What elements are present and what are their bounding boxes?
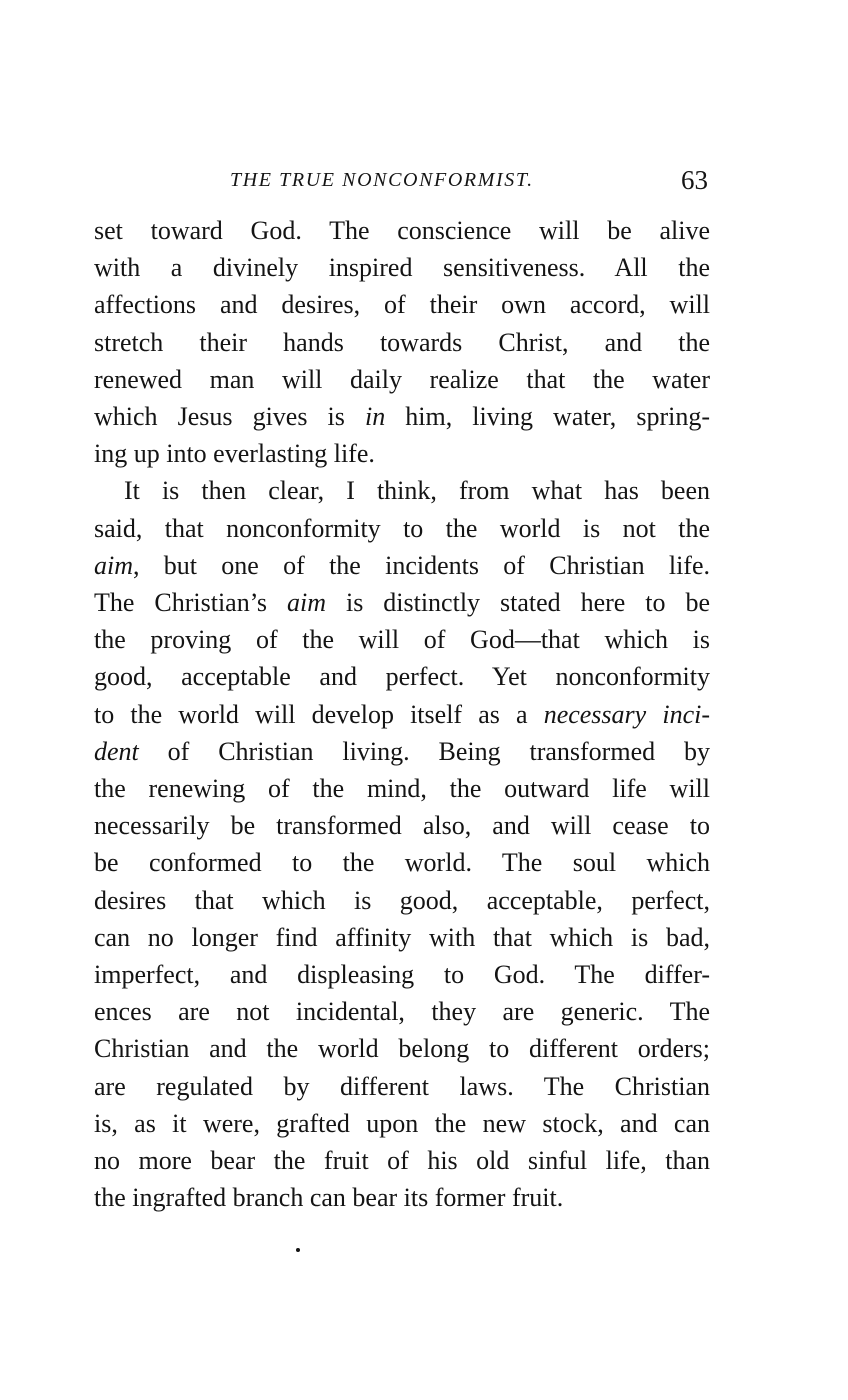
text-line xyxy=(94,398,710,435)
text-line xyxy=(94,621,710,658)
text-line xyxy=(94,361,710,398)
text-line xyxy=(94,510,710,547)
paragraph xyxy=(94,212,710,472)
text-run: said, that nonconformity to the world is not the xyxy=(94,513,710,543)
text-line xyxy=(94,435,710,472)
text-run: affections and desires, of their own accord, will xyxy=(94,290,710,320)
text-run: which Jesus gives is xyxy=(94,402,365,432)
text-line xyxy=(94,547,710,584)
text-run: can no longer find affinity with that which is bad, xyxy=(94,922,710,952)
italic-text: aim xyxy=(287,588,327,618)
text-line xyxy=(94,919,710,956)
text-run: be conformed to the world. The soul which xyxy=(94,848,710,878)
text-line xyxy=(94,1142,710,1179)
text-run: , but one of the incidents of Christian life. xyxy=(133,550,710,580)
text-run: the renewing of the mind, the outward life will xyxy=(94,774,710,804)
text-run: to the world will develop itself as a xyxy=(94,699,544,729)
text-line xyxy=(94,993,710,1030)
text-run: the proving of the will of God—that which is xyxy=(94,625,710,655)
text-run: ing up into everlasting life. xyxy=(94,439,375,469)
text-line xyxy=(94,733,710,770)
text-line xyxy=(94,1179,710,1216)
text-line xyxy=(94,249,710,286)
text-run: Christian and the world belong to different orders; xyxy=(94,1034,710,1064)
text-run: The Christian’s xyxy=(94,588,288,618)
stray-ink-dot xyxy=(296,1248,300,1252)
text-line xyxy=(94,882,710,919)
text-run: It is then clear, I think, from what has been xyxy=(124,476,710,506)
italic-text: necessary inci- xyxy=(543,699,710,729)
text-run: imperfect, and displeasing to God. The differ- xyxy=(94,960,710,990)
text-run: stretch their hands towards Christ, and the xyxy=(94,327,710,357)
text-line xyxy=(94,1105,710,1142)
text-run: ences are not incidental, they are generic. The xyxy=(94,997,710,1027)
text-line xyxy=(94,286,710,323)
paragraph xyxy=(94,472,710,1216)
page-number: 63 xyxy=(681,165,708,195)
italic-text: in xyxy=(364,402,386,432)
italic-text: aim xyxy=(94,550,133,580)
text-line xyxy=(94,324,710,361)
text-line xyxy=(94,212,710,249)
text-run: good, acceptable and perfect. Yet nonconformity xyxy=(94,662,710,692)
text-line xyxy=(94,584,710,621)
text-run: desires that which is good, acceptable, perfect, xyxy=(94,885,710,915)
text-line xyxy=(94,807,710,844)
text-run: set toward God. The conscience will be alive xyxy=(94,216,710,245)
text-line xyxy=(94,1068,710,1105)
text-run: him, living water, spring- xyxy=(385,402,710,432)
running-title: THE TRUE NONCONFORMIST. xyxy=(230,169,534,191)
text-line xyxy=(94,658,710,695)
text-line xyxy=(94,844,710,881)
text-run: necessarily be transformed also, and will cease to xyxy=(94,811,710,841)
italic-text: dent xyxy=(94,736,139,766)
text-run: are regulated by different laws. The Christian xyxy=(94,1071,710,1101)
text-run: renewed man will daily realize that the water xyxy=(94,364,710,394)
text-line xyxy=(94,696,710,733)
text-run: the ingrafted branch can bear its former fruit. xyxy=(94,1183,564,1213)
text-run: with a divinely inspired sensitiveness. All the xyxy=(94,253,710,283)
text-run: is distinctly stated here to be xyxy=(326,588,711,618)
text-line xyxy=(94,956,710,993)
text-run: is, as it were, grafted upon the new stock, and can xyxy=(94,1108,710,1138)
text-run: no more bear the fruit of his old sinful life, than xyxy=(94,1146,710,1176)
body-text xyxy=(94,212,710,1216)
text-line xyxy=(94,770,710,807)
text-line xyxy=(94,472,710,509)
running-head xyxy=(94,163,710,197)
text-run: of Christian living. Being transformed by xyxy=(138,736,710,766)
text-line xyxy=(94,1030,710,1067)
